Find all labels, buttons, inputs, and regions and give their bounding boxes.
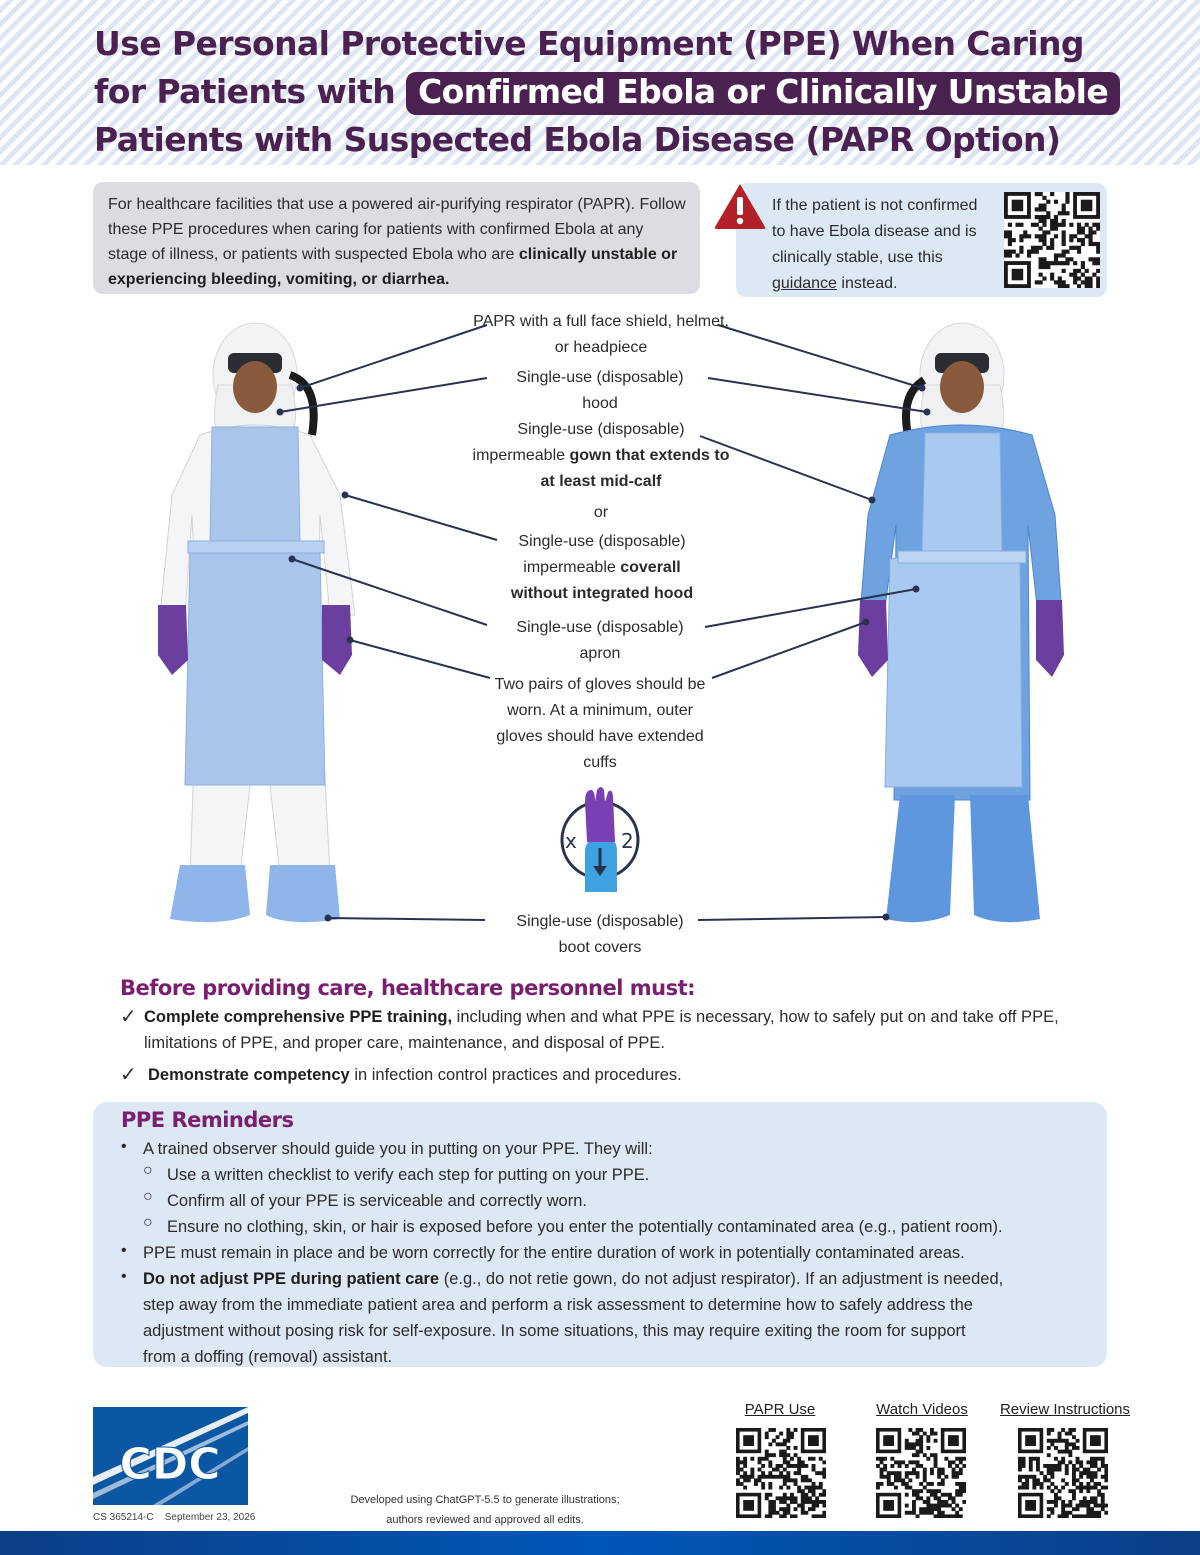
check-icon: ✓	[120, 1006, 137, 1028]
before-care-item-1-text: including when and what PPE is necessary, how to safely put on and take off PPE, limitations of PPE, and proper care, maintenance, and disposal of PPE.	[144, 1008, 1059, 1052]
callout-gloves: Two pairs of gloves should be worn. At a minimum, outer gloves should have extended cuffs	[494, 676, 706, 771]
warning-triangle-icon	[713, 182, 767, 230]
reminder-2: PPE must remain in place and be worn correctly for the entire duration of work in potentially contaminated areas.	[143, 1244, 965, 1262]
development-note-line-2: authors reviewed and approved all edits.	[386, 1514, 584, 1526]
header-band	[0, 0, 1200, 165]
before-care-item-1-bold: Complete comprehensive PPE training,	[144, 1008, 453, 1026]
sub-bullet: ○	[143, 1214, 153, 1231]
callout-coverall-text: Single-use (disposable) impermeable	[518, 533, 686, 576]
reminder-3-line-3: adjustment without posing risk for self-exposure. In some situations, this may require exiting the room for support	[143, 1322, 966, 1340]
reminder-1: A trained observer should guide you in putting on your PPE. They will:	[143, 1140, 653, 1158]
intro-box	[93, 182, 700, 294]
person-white-suit-illustration	[150, 315, 370, 935]
intro-text: For healthcare facilities that use a powered air-purifying respirator (PAPR). Follow these PPE procedures when caring for patients with confirmed Ebola at any stage of illness, or patients with suspected Ebola who are	[108, 196, 686, 263]
double-gloves-icon	[555, 782, 645, 898]
reminder-3-bold: Do not adjust PPE during patient care	[143, 1270, 440, 1288]
reminder-3-text: (e.g., do not retie gown, do not adjust respirator). If an adjustment is needed,	[439, 1270, 1004, 1288]
callout-gown-bold: gown that extends to at least mid-calf	[540, 447, 730, 490]
before-care-item-1	[120, 1004, 1080, 1056]
bullet: •	[121, 1242, 127, 1259]
cdc-logo[interactable]	[93, 1407, 248, 1505]
page-title	[94, 20, 1109, 164]
footer-bar	[0, 1531, 1200, 1555]
title-line-2: for Patients with	[94, 72, 406, 111]
bullet: •	[121, 1268, 127, 1285]
callout-gown	[470, 417, 732, 495]
callout-apron: Single-use (disposable) apron	[516, 619, 684, 662]
callout-coverall	[495, 529, 709, 607]
note-text-after: instead.	[836, 275, 898, 292]
title-line-1: Use Personal Protective Equipment (PPE) When Caring	[94, 24, 1084, 63]
note-text: If the patient is not confirmed to have Ebola disease and is clinically stable, use this	[772, 197, 978, 266]
callout-hood: Single-use (disposable) hood	[516, 369, 684, 412]
development-note	[330, 1490, 640, 1530]
ppe-reminders-box	[93, 1102, 1107, 1367]
intro-bold-text: clinically unstable or experiencing bleeding, vomiting, or diarrhea.	[108, 246, 678, 288]
reminder-1-sub-3: Ensure no clothing, skin, or hair is exposed before you enter the potentially contaminated area (e.g., patient room).	[167, 1218, 1003, 1236]
guidance-link[interactable]: guidance	[772, 275, 837, 292]
title-highlight: Confirmed Ebola or Clinically Unstable	[406, 72, 1120, 115]
person-blue-gown-illustration	[850, 315, 1070, 935]
qr-code-review-instructions[interactable]	[1018, 1428, 1108, 1518]
glove-icon-2: 2	[621, 829, 634, 853]
ppe-reminders-title: PPE Reminders	[121, 1108, 294, 1132]
before-care-item-2-text: in infection control practices and procedures.	[349, 1066, 682, 1084]
before-care-heading: Before providing care, healthcare personnel must:	[120, 976, 696, 1000]
development-note-line-1: Developed using ChatGPT-5.5 to generate illustrations;	[350, 1494, 620, 1506]
reminder-3-line-4: from a doffing (removal) assistant.	[143, 1348, 393, 1366]
reminder-3-line-2: step away from the immediate patient area and perform a risk assessment to determine how to safely address the	[143, 1296, 973, 1314]
title-line-3: Patients with Suspected Ebola Disease (PAPR Option)	[94, 120, 1061, 159]
qr-label-watch-videos[interactable]: Watch Videos	[876, 1401, 968, 1418]
check-icon: ✓	[120, 1064, 137, 1086]
reminder-1-sub-1: Use a written checklist to verify each step for putting on your PPE.	[167, 1166, 650, 1184]
reminder-1-sub-2: Confirm all of your PPE is serviceable and correctly worn.	[167, 1192, 587, 1210]
qr-code-watch-videos[interactable]	[876, 1428, 966, 1518]
glove-icon-x: x	[565, 829, 577, 853]
callout-gown-text: Single-use (disposable) impermeable	[472, 421, 685, 464]
sub-bullet: ○	[143, 1162, 153, 1179]
qr-label-papr-use[interactable]: PAPR Use	[744, 1401, 816, 1418]
callout-coverall-bold: coverall without integrated hood	[510, 559, 694, 602]
qr-code-guidance[interactable]	[1004, 192, 1100, 288]
document-date: September 23, 2026	[164, 1512, 256, 1523]
qr-code-papr-use[interactable]	[736, 1428, 826, 1518]
cdc-logo-text: CDC	[119, 1439, 221, 1490]
qr-label-review-instructions[interactable]: Review Instructions	[999, 1401, 1131, 1418]
callout-or: or	[593, 504, 609, 521]
reminder-3-line-1	[143, 1266, 1003, 1292]
before-care-item-2-bold: Demonstrate competency	[148, 1066, 350, 1084]
document-id: CS 365214-C September 23, 2026	[93, 1512, 256, 1523]
callout-papr: PAPR with a full face shield, helmet, or headpiece	[473, 313, 729, 356]
bullet: •	[121, 1138, 127, 1155]
before-care-item-2	[120, 1062, 1080, 1088]
sub-bullet: ○	[143, 1188, 153, 1205]
callout-boot-covers: Single-use (disposable) boot covers	[516, 913, 684, 956]
